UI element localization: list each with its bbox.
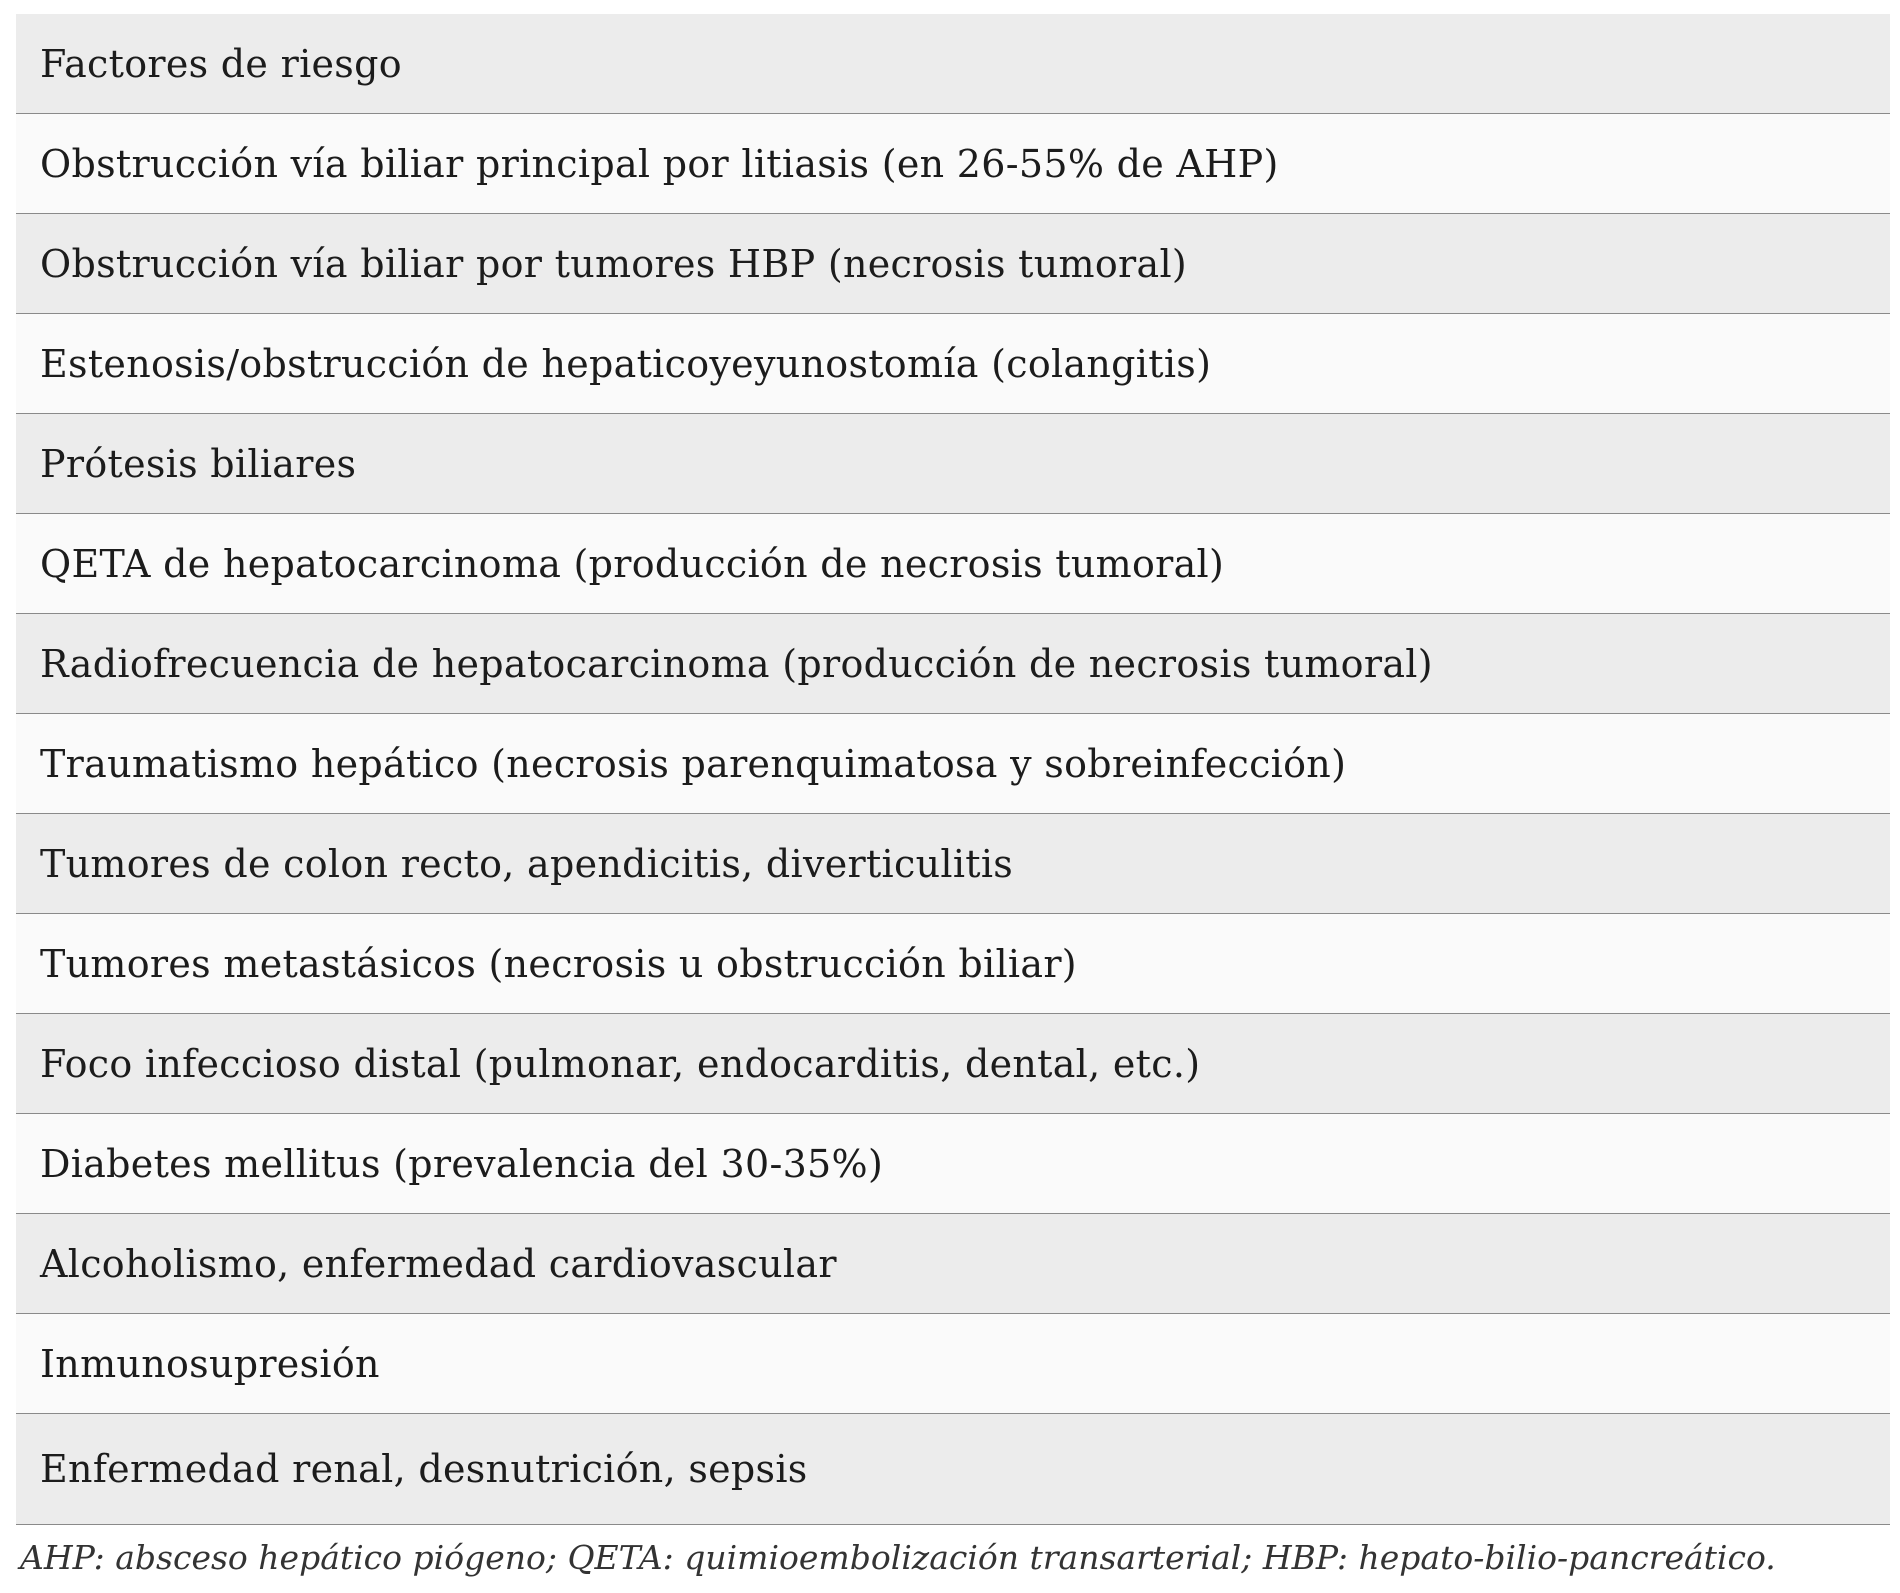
table-row bbox=[16, 1014, 1890, 1114]
table-row bbox=[16, 114, 1890, 214]
table-row bbox=[16, 1314, 1890, 1414]
table-row bbox=[16, 614, 1890, 714]
table-header-cell: Factores de riesgo bbox=[16, 14, 1890, 114]
risk-factors-table-container bbox=[16, 14, 1890, 1525]
table-cell: Foco infeccioso distal (pulmonar, endocarditis, dental, etc.) bbox=[16, 1014, 1890, 1114]
table-row bbox=[16, 214, 1890, 314]
table-row bbox=[16, 814, 1890, 914]
table-cell: Diabetes mellitus (prevalencia del 30-35%) bbox=[16, 1114, 1890, 1214]
table-cell: Tumores metastásicos (necrosis u obstrucción biliar) bbox=[16, 914, 1890, 1014]
table-cell: Radiofrecuencia de hepatocarcinoma (producción de necrosis tumoral) bbox=[16, 614, 1890, 714]
table-row bbox=[16, 1214, 1890, 1314]
table-cell: Obstrucción vía biliar principal por litiasis (en 26-55% de AHP) bbox=[16, 114, 1890, 214]
table-cell: Traumatismo hepático (necrosis parenquimatosa y sobreinfección) bbox=[16, 714, 1890, 814]
table-cell: Obstrucción vía biliar por tumores HBP (necrosis tumoral) bbox=[16, 214, 1890, 314]
table-row bbox=[16, 314, 1890, 414]
table-cell: QETA de hepatocarcinoma (producción de necrosis tumoral) bbox=[16, 514, 1890, 614]
table-cell: Alcoholismo, enfermedad cardiovascular bbox=[16, 1214, 1890, 1314]
table-header-row bbox=[16, 14, 1890, 114]
table-cell: Tumores de colon recto, apendicitis, diverticulitis bbox=[16, 814, 1890, 914]
table-cell: Inmunosupresión bbox=[16, 1314, 1890, 1414]
table-row bbox=[16, 1414, 1890, 1525]
table-row bbox=[16, 414, 1890, 514]
table-row bbox=[16, 914, 1890, 1014]
table-row bbox=[16, 714, 1890, 814]
table-cell: Prótesis biliares bbox=[16, 414, 1890, 514]
risk-factors-table bbox=[16, 14, 1890, 1525]
table-row bbox=[16, 1114, 1890, 1214]
table-row bbox=[16, 514, 1890, 614]
table-footnote: AHP: absceso hepático piógeno; QETA: quimioembolización transarterial; HBP: hepato-bilio-pancreático. bbox=[20, 1538, 1776, 1577]
table-cell: Enfermedad renal, desnutrición, sepsis bbox=[16, 1414, 1890, 1525]
table-cell: Estenosis/obstrucción de hepaticoyeyunostomía (colangitis) bbox=[16, 314, 1890, 414]
